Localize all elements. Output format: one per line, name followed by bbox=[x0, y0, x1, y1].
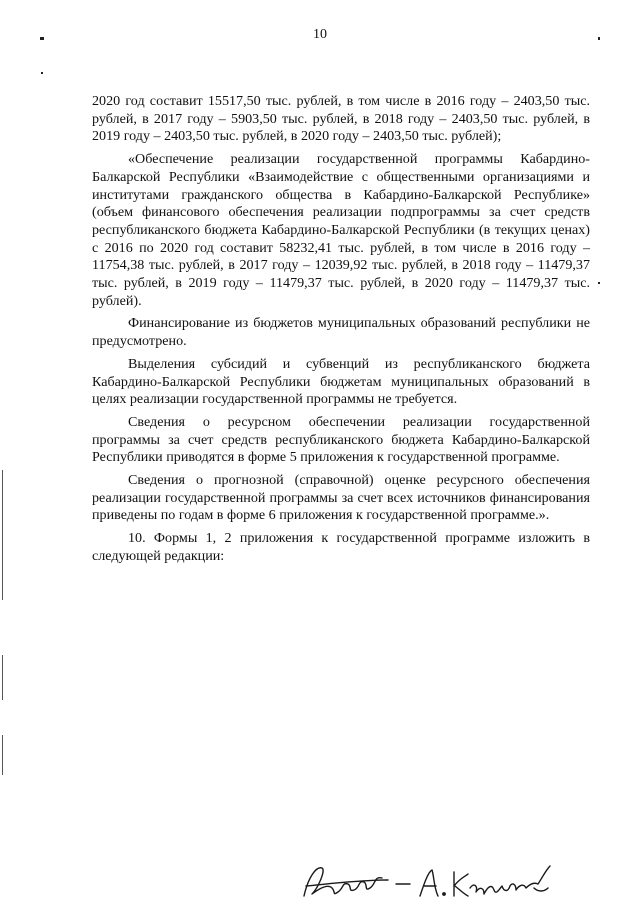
scan-edge-line bbox=[2, 655, 3, 700]
paragraph: Сведения о прогнозной (справочной) оценке ресурсного обеспечения реализации государственной программы за счет всех источников финансирования приведены по годам в форме 6 приложения к государственной программе.». bbox=[92, 472, 590, 524]
paragraph: «Обеспечение реализации государственной программы Кабардино-Балкарской Республики «Взаимодействие с общественными организациями и институтами гражданского общества в Кабардино-Балкарской Республике» (объем финансового обеспечения реализации подпрограммы за счет средств республиканского бюджета Кабардино-Балкарской Республики (в текущих ценах) с 2016 по 2020 год составит 58232,41 тыс. рублей, в том числе в 2016 году – 11754,38 тыс. рублей, в 2017 году – 12039,92 тыс. рублей, в 2018 году – 11479,37 тыс. рублей, в 2019 году – 11479,37 тыс. рублей, в 2020 году – 11479,37 тыс. рублей). bbox=[92, 151, 590, 309]
paragraph: 10. Формы 1, 2 приложения к государственной программе изложить в следующей редакции: bbox=[92, 530, 590, 564]
scan-mark bbox=[40, 37, 44, 40]
scan-mark bbox=[598, 37, 600, 40]
body-text bbox=[92, 93, 590, 571]
scan-edge-line bbox=[2, 470, 3, 600]
paragraph: Финансирование из бюджетов муниципальных образований республики не предусмотрено. bbox=[92, 315, 590, 350]
paragraph: Выделения субсидий и субвенций из республиканского бюджета Кабардино-Балкарской Республики бюджетам муниципальных образований в целях реализации государственной программы не требуется. bbox=[92, 355, 590, 408]
page-number: 10 bbox=[313, 27, 327, 42]
paragraph: 2020 год составит 15517,50 тыс. рублей, в том числе в 2016 году – 2403,50 тыс. рублей, в 2017 году – 5903,50 тыс. рублей, в 2018 году – 2403,50 тыс. рублей, в 2019 году – 2403,50 тыс. рублей, в 2020 году – 2403,50 тыс. рублей); bbox=[92, 93, 590, 145]
handwritten-signature bbox=[298, 858, 558, 902]
scan-mark bbox=[598, 282, 600, 284]
scan-edge-line bbox=[2, 735, 3, 775]
paragraph: Сведения о ресурсном обеспечении реализации государственной программы за счет средств республиканского бюджета Кабардино-Балкарской Республики приводятся в форме 5 приложения к государственной программе. bbox=[92, 413, 590, 466]
scan-mark bbox=[41, 72, 43, 74]
